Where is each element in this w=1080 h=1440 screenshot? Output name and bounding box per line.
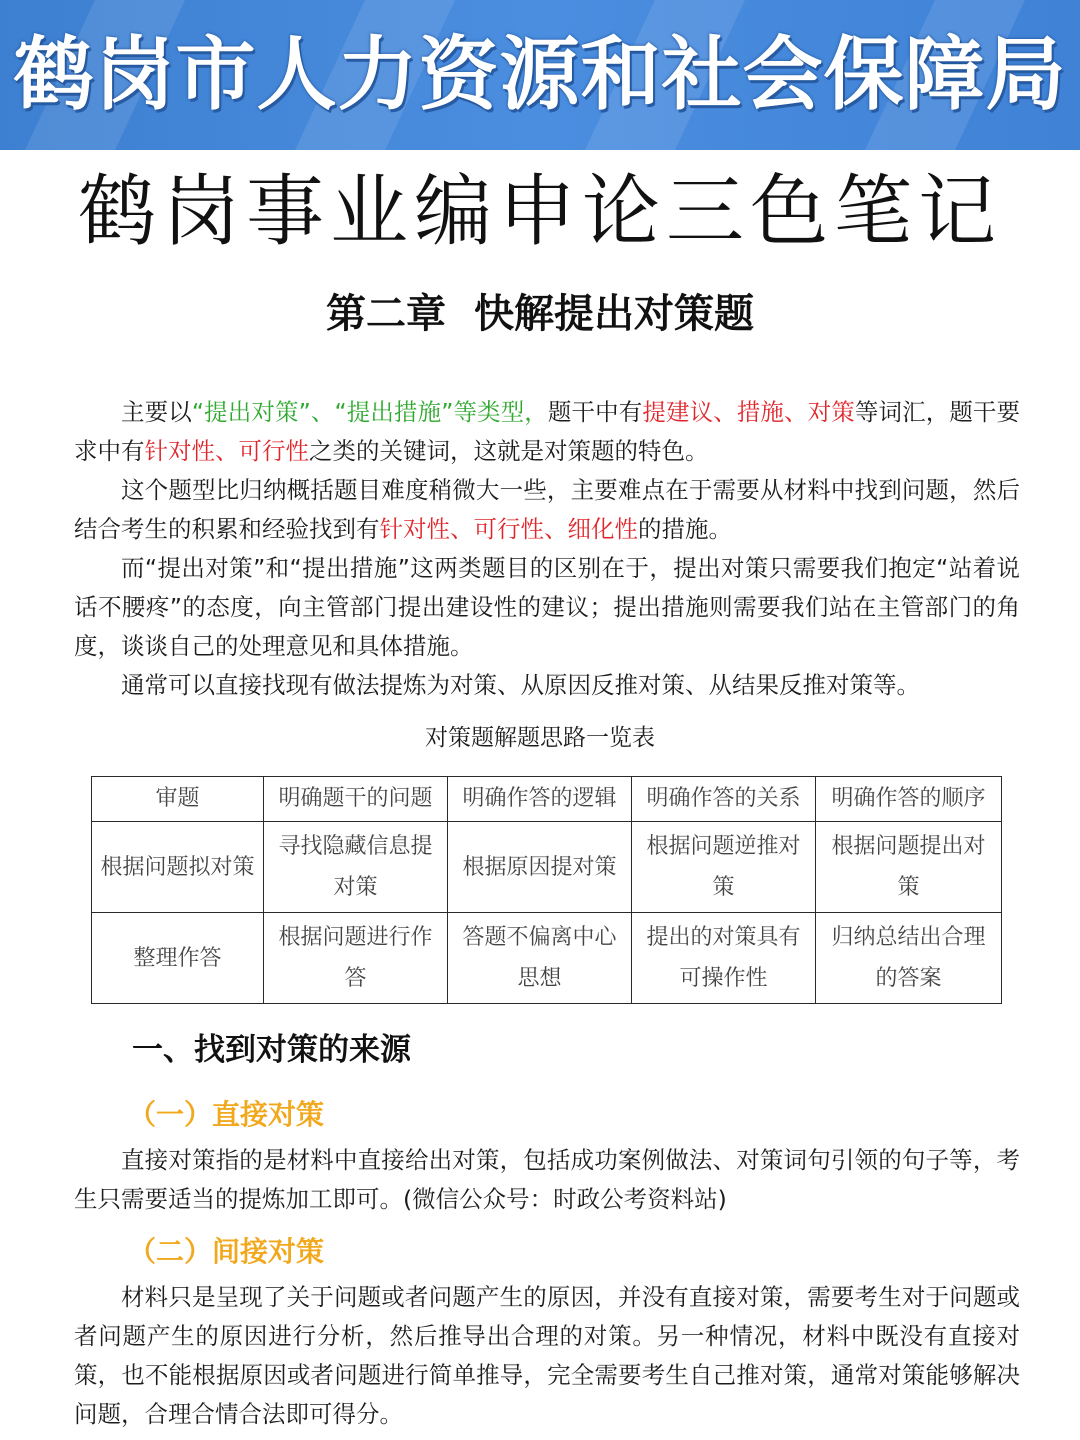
direct-strategy-paragraph: 直接对策指的是材料中直接给出对策，包括成功案例做法、对策词句引领的句子等，考生只需要适当的提炼加工即可。(微信公众号：时政公考资料站) (74, 1146, 1020, 1213)
table-cell: 审题 (92, 777, 264, 822)
banner-title: 鹤岗市人力资源和社会保障局 (13, 28, 1067, 121)
subsection-heading-direct: （一）直接对策 (128, 1098, 325, 1131)
text-run: 这个题型比归纳概括题目难度稍微大一些，主要难点在于需要从材料中找到问题，然后结合考生的积累和经验找到有 (74, 476, 1020, 543)
highlight-green: “提出对策”、“提出措施”等类型， (191, 398, 548, 426)
intro-paragraph-1 (74, 393, 1020, 471)
table-cell: 提出的对策具有可操作性 (632, 913, 816, 1004)
table-cell: 根据问题拟对策 (92, 822, 264, 913)
table-cell: 明确作答的顺序 (816, 777, 1002, 822)
table-row (92, 913, 1002, 1004)
table-row (92, 777, 1002, 822)
table-cell: 寻找隐藏信息提对策 (264, 822, 448, 913)
text-run: 之类的关键词，这就是对策题的特色。 (309, 437, 709, 465)
header-banner (0, 0, 1080, 150)
intro-paragraph-4: 通常可以直接找现有做法提炼为对策、从原因反推对策、从结果反推对策等。 (121, 671, 920, 699)
highlight-red: 针对性、可行性 (144, 437, 309, 465)
highlight-red: 提建议、措施、对策 (642, 398, 855, 426)
table-cell: 答题不偏离中心思想 (448, 913, 632, 1004)
highlight-red: 针对性、可行性、细化性 (379, 515, 638, 543)
subsection-heading-indirect: （二）间接对策 (128, 1235, 325, 1268)
table-cell: 明确作答的关系 (632, 777, 816, 822)
strategy-table (91, 776, 1002, 1004)
text-run: 题干中有 (547, 398, 643, 426)
table-cell: 明确作答的逻辑 (448, 777, 632, 822)
table-cell: 根据原因提对策 (448, 822, 632, 913)
table-cell: 整理作答 (92, 913, 264, 1004)
table-cell: 根据问题进行作答 (264, 913, 448, 1004)
table-cell: 归纳总结出合理的答案 (816, 913, 1002, 1004)
chapter-title: 快解提出对策题 (474, 291, 754, 337)
chapter-heading (0, 286, 1080, 342)
text-run: 主要以 (121, 398, 192, 426)
table-caption: 对策题解题思路一览表 (425, 725, 655, 751)
table-cell: 根据问题提出对策 (816, 822, 1002, 913)
table-cell: 根据问题逆推对策 (632, 822, 816, 913)
indirect-strategy-paragraph: 材料只是呈现了关于问题或者问题产生的原因，并没有直接对策，需要考生对于问题或者问题产生的原因进行分析，然后推导出合理的对策。另一种情况，材料中既没有直接对策，也不能根据原因或者问题进行简单推导，完全需要考生自己推对策，通常对策能够解决问题，合理合情合法即可得分。 (74, 1283, 1020, 1428)
intro-paragraph-2 (74, 471, 1020, 549)
document-title: 鹤岗事业编申论三色笔记 (77, 167, 1002, 257)
intro-paragraph-3: 而“提出对策”和“提出措施”这两类题目的区别在于，提出对策只需要我们抱定“站着说话不腰疼”的态度，向主管部门提出建设性的建议；提出措施则需要我们站在主管部门的角度，谈谈自己的处理意见和具体措施。 (74, 554, 1020, 660)
table-cell: 明确题干的问题 (264, 777, 448, 822)
chapter-number: 第二章 (326, 291, 446, 337)
text-run: 的措施。 (638, 515, 732, 543)
section-heading: 一、找到对策的来源 (132, 1032, 411, 1068)
table-row (92, 822, 1002, 913)
text-run: 等词汇，题干要求中有 (74, 398, 1021, 465)
